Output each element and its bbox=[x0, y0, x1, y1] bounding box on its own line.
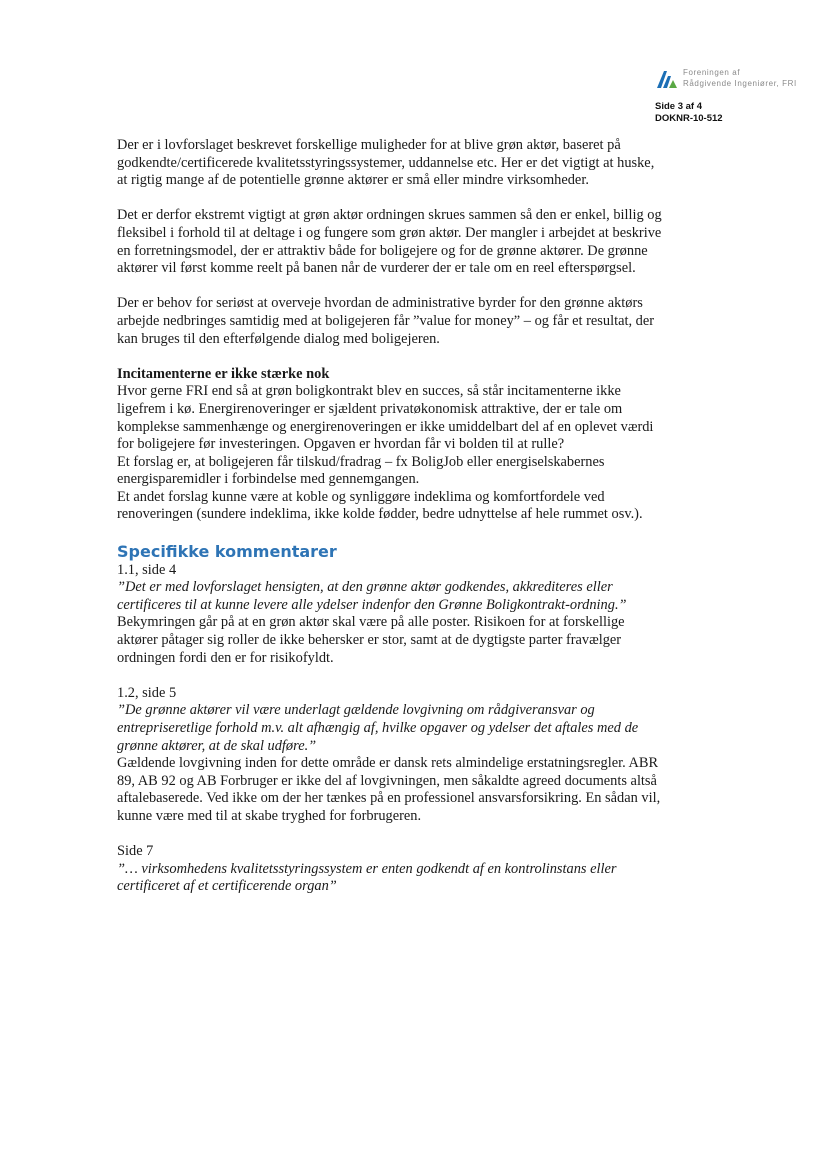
fri-logo-icon bbox=[655, 67, 679, 89]
page-meta bbox=[655, 101, 723, 125]
comment-item bbox=[117, 562, 662, 668]
comment-ref: 1.2, side 5 bbox=[117, 684, 177, 701]
comment-item bbox=[117, 685, 662, 826]
comment-quote: ”… virksomhedens kvalitetsstyringssystem er enten godkendt af en kontrolinstans eller certificeret af et certificerende organ” bbox=[117, 860, 617, 895]
incitament-section bbox=[117, 366, 662, 524]
logo-line-1: Foreningen af bbox=[683, 68, 741, 77]
incitament-heading: Incitamenterne er ikke stærke nok bbox=[117, 365, 330, 382]
incitament-paragraph-2: Et forslag er, at boligejeren får tilskud/fradrag – fx BoligJob eller energiselskabernes energisparemidler i forbindelse med gennemgangen. bbox=[117, 453, 605, 488]
incitament-paragraph-3: Et andet forslag kunne være at koble og synliggøre indeklima og komfortfordele ved renoveringen (sundere indeklima, ikke kolde fødder, bedre udnyttelse af hele rummet osv.). bbox=[117, 488, 643, 523]
comment-ref: Side 7 bbox=[117, 843, 154, 860]
comment-text: Gældende lovgivning inden for dette område er dansk rets almindelige erstatningsregler. ABR 89, AB 92 og AB Forbruger er ikke del af lovgivningen, men såkaldte agreed documents altså aftalebaserede. Ved ikke om der her tænkes på en professionel ansvarsforsikring. En sådan vil, kunne være med til at skabe tryghed for forbrugeren. bbox=[117, 755, 661, 824]
document-body bbox=[117, 137, 662, 896]
comment-ref: 1.1, side 4 bbox=[117, 561, 177, 578]
logo-text bbox=[683, 67, 797, 89]
paragraph-1: Der er i lovforslaget beskrevet forskellige muligheder for at blive grøn aktør, baseret på godkendte/certificerede kvalitetsstyringssystemer, uddannelse etc. Her er det vigtigt at huske, at rigtig mange af de potentielle grønne aktører er små eller mindre virksomheder. bbox=[117, 137, 655, 189]
incitament-paragraph-1: Hvor gerne FRI end så at grøn boligkontrakt blev en succes, så står incitamenterne ikke ligefrem i kø. Energirenoveringer er sjældent privatøkonomisk attraktive, der er tale om komplekse sammenhænge og energirenoveringen er ikke umiddelbart del af en oplevet værdi for boligejere før investeringen. Opgaven er hvordan får vi bolden til at rulle? bbox=[117, 383, 654, 453]
paragraph-2: Det er derfor ekstremt vigtigt at grøn aktør ordningen skrues sammen så den er enkel, billig og fleksibel i forhold til at deltage i og fungere som grøn aktør. Der mangler i arbejdet at beskrive en forretningsmodel, der er attraktiv både for boligejere og for de grønne aktører. De grønne aktører vil først komme reelt på banen når de vurderer der er tale om en reel efterspørgsel. bbox=[117, 207, 662, 277]
comment-text: Bekymringen går på at en grøn aktør skal være på alle poster. Risikoen for at forskellige aktører påtager sig roller de ikke behersker er stor, samt at de dygtigste parter fravælger ordningen fordi den er for risikofyldt. bbox=[117, 614, 625, 666]
comment-quote: ”Det er med lovforslaget hensigten, at den grønne aktør godkendes, akkrediteres eller certificeres til at kunne levere alle ydelser indenfor den Grønne Boligkontrakt-ordning.” bbox=[117, 579, 627, 613]
page-number: Side 3 af 4 bbox=[655, 101, 702, 112]
paragraph-3: Der er behov for seriøst at overveje hvordan de administrative byrder for den grønne aktørs arbejde nedbringes samtidig med at boligejeren får ”value for money” – og får et resultat, der kan bruges til den efterfølgende dialog med boligejeren. bbox=[117, 295, 655, 347]
logo-line-2: Rådgivende Ingeniører, FRI bbox=[683, 79, 797, 88]
specific-comments-section bbox=[117, 542, 662, 896]
specific-comments-heading: Specifikke kommentarer bbox=[117, 541, 337, 561]
comment-quote: ”De grønne aktører vil være underlagt gældende lovgivning om rådgiveransvar og entrepriseretlige forhold m.v. alt afhængig af, hvilke opgaver og ydelser det aftales med de grønne aktører, at de skal udføre.” bbox=[117, 702, 639, 754]
document-number: DOKNR-10-512 bbox=[655, 113, 723, 124]
fri-logo bbox=[655, 64, 815, 94]
comment-item bbox=[117, 843, 662, 896]
